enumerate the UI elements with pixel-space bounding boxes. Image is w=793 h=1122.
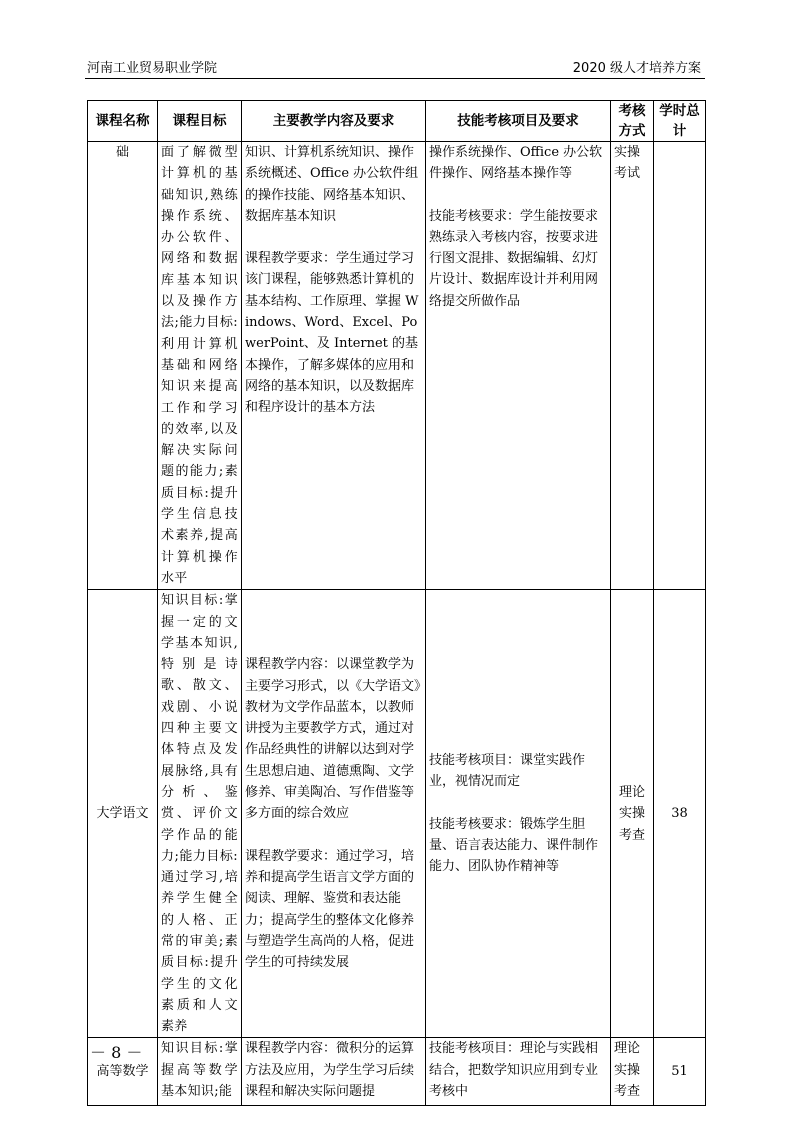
skill-paragraph: 技能考核项目：课堂实践作业，视情况而定 bbox=[429, 753, 586, 790]
col-header-goal: 课程目标 bbox=[158, 101, 242, 142]
col-header-skill: 技能考核项目及要求 bbox=[426, 101, 611, 142]
course-skill bbox=[426, 590, 611, 1038]
skill-paragraph: 操作系统操作、Office 办公软件操作、网络基本操作等 bbox=[429, 145, 603, 182]
course-hours bbox=[654, 142, 706, 590]
course-name: 高等数学 bbox=[88, 1038, 158, 1106]
course-method: 理论实操考查 bbox=[611, 1038, 654, 1106]
curriculum-table bbox=[87, 100, 706, 1106]
col-header-hours: 学时总计 bbox=[654, 101, 706, 142]
header-rule bbox=[85, 78, 705, 79]
skill-paragraph: 技能考核要求：学生能按要求熟练录入考核内容，按要求进行图文混排、数据编辑、幻灯片设计、数据库设计并利用网络提交所做作品 bbox=[429, 208, 599, 309]
course-goal: 知识目标:掌握高等数学基本知识;能 bbox=[158, 1038, 242, 1106]
page-number: － 8 － bbox=[90, 1043, 143, 1062]
course-method: 理论实操考查 bbox=[611, 590, 654, 1038]
col-header-method: 考核方式 bbox=[611, 101, 654, 142]
course-content bbox=[242, 590, 426, 1038]
course-hours: 38 bbox=[654, 590, 706, 1038]
course-method: 实操考试 bbox=[611, 142, 654, 590]
course-skill bbox=[426, 1038, 611, 1106]
course-skill bbox=[426, 142, 611, 590]
course-name: 础 bbox=[88, 142, 158, 590]
content-paragraph: 课程教学内容：微积分的运算方法及应用，为学生学习后续课程和解决实际问题提 bbox=[245, 1041, 415, 1100]
content-paragraph: 课程教学内容：以课堂教学为主要学习形式，以《大学语文》教材为文学作品蓝本，以教师讲授为主要教学方式，通过对作品经典性的讲解以达到对学生思想启迪、道德熏陶、文学修养、审美陶冶、写作借鉴等多方面的综合效应 bbox=[245, 657, 421, 822]
course-name: 大学语文 bbox=[88, 590, 158, 1038]
content-paragraph: 课程教学要求：通过学习，培养和提高学生语言文学方面的阅读、理解、鉴赏和表达能力；提高学生的整体文化修养与塑造学生高尚的人格，促进学生的可持续发展 bbox=[245, 848, 415, 971]
course-goal: 知识目标:掌握一定的文学基本知识,特别是诗歌、散文、戏剧、小说四种主要文体特点及发展脉络,具有分析、鉴赏、评价文学作品的能力;能力目标:通过学习,培养学生健全的人格、正常的审美;素质目标:提升学生的文化素质和人文素养 bbox=[158, 590, 242, 1038]
col-header-content: 主要教学内容及要求 bbox=[242, 101, 426, 142]
col-header-name: 课程名称 bbox=[88, 101, 158, 142]
table-row bbox=[88, 1038, 706, 1106]
skill-paragraph: 技能考核项目：理论与实践相结合，把数学知识应用到专业考核中 bbox=[429, 1041, 599, 1100]
header-institution: 河南工业贸易职业学院 bbox=[87, 61, 218, 76]
course-content bbox=[242, 142, 426, 590]
skill-paragraph: 技能考核要求：锻炼学生胆量、语言表达能力、课件制作能力、团队协作精神等 bbox=[429, 816, 599, 875]
course-hours: 51 bbox=[654, 1038, 706, 1106]
content-paragraph: 知识、计算机系统知识、操作系统概述、Office 办公软件组的操作技能、网络基本知识、数据库基本知识 bbox=[245, 145, 419, 224]
table-row bbox=[88, 590, 706, 1038]
content-paragraph: 课程教学要求：学生通过学习该门课程，能够熟悉计算机的基本结构、工作原理、掌握 Windows、Word、Excel、PowerPoint、及 Internet 的基本操作，了解多媒体的应用和网络的基本知识，以及数据库和程序设计的基本方法 bbox=[245, 251, 419, 416]
course-goal: 面了解微型计算机的基础知识,熟练操作系统、办公软件、网络和数据库基本知识以及操作方法;能力目标:利用计算机基础和网络知识来提高工作和学习的效率,以及解决实际问题的能力;素质目标:提升学生信息技术素养,提高计算机操作水平 bbox=[158, 142, 242, 590]
table-row bbox=[88, 142, 706, 590]
table-header-row bbox=[88, 101, 706, 142]
header-doc-title: 2020 级人才培养方案 bbox=[572, 61, 701, 76]
course-content bbox=[242, 1038, 426, 1106]
